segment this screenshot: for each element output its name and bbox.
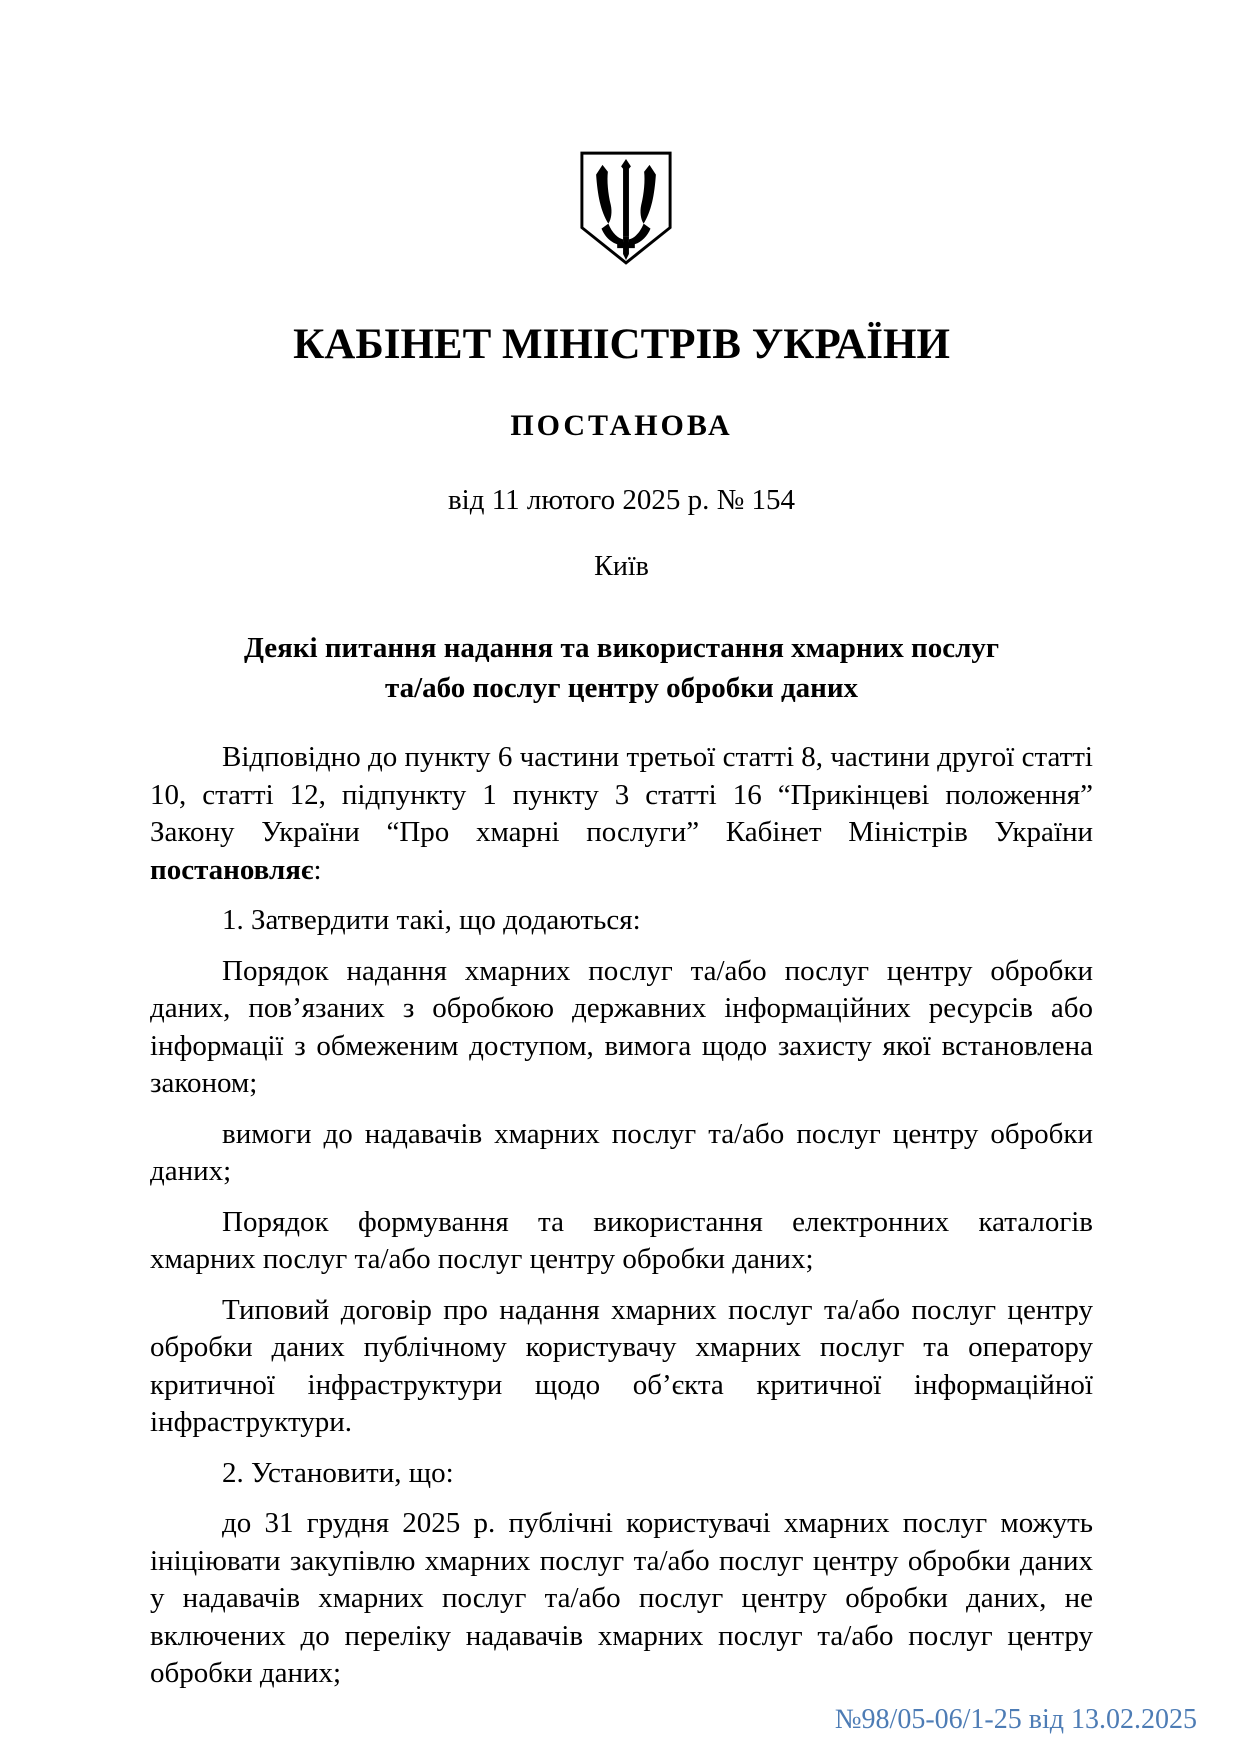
paragraph-run: до 31 грудня 2025 р. публічні користувачі хмарних послуг можуть ініціювати закупівлю хмарних послуг та/або послуг центру обробки даних у надавачів хмарних послуг та/або послуг центру обробки даних, не включених до переліку надавачів хмарних послуг та/або послуг центру обробки даних; [150,1507,1093,1689]
paragraph-3 [150,953,1093,1103]
city-label: Київ [594,551,649,582]
document-body [150,739,1093,1693]
coat-of-arms-ukraine-icon [577,150,675,266]
registration-stamp: №98/05-06/1-25 від 13.02.2025 [834,1704,1197,1735]
paragraph-4 [150,1116,1093,1191]
paragraph-6 [150,1292,1093,1442]
paragraph-run-bold: постановляє [150,853,314,886]
paragraph-1 [150,739,1093,889]
subject-line: та/або послуг центру обробки даних [384,672,859,704]
document-type-label: ПОСТАНОВА [510,409,733,442]
paragraph-5 [150,1204,1093,1279]
paragraph-run: : [313,853,322,886]
issuer-title: КАБІНЕТ МІНІСТРІВ УКРАЇНИ [293,321,950,368]
subject-line: Деякі питання надання та використання хмарних послуг [243,632,1000,664]
paragraph-run: Порядок формування та використання електронних каталогів хмарних послуг та/або послуг центру обробки даних; [150,1205,1093,1275]
paragraph-7 [150,1455,1093,1493]
subject-title [150,628,1093,708]
paragraph-2 [150,902,1093,940]
paragraph-run: Типовий договір про надання хмарних послуг та/або послуг центру обробки даних публічному користувачу хмарних послуг та оператору критичної інфраструктури щодо об’єкта критичної інформаційної інфраструктури. [150,1293,1093,1438]
paragraph-run: вимоги до надавачів хмарних послуг та/або послуг центру обробки даних; [150,1117,1093,1187]
paragraph-run: 2. Установити, що: [222,1456,454,1489]
paragraph-run: Відповідно до пункту 6 частини третьої статті 8, частини другої статті 10, статті 12, підпункту 1 пункту 3 статті 16 “Прикінцеві положення” Закону України “Про хмарні послуги” Кабінет Міністрів України [150,741,1093,848]
paragraph-run: Порядок надання хмарних послуг та/або послуг центру обробки даних, пов’язаних з обробкою державних інформаційних ресурсів або інформації з обмеженим доступом, вимога щодо захисту якої встановлена законом; [150,954,1093,1099]
paragraph-run: 1. Затвердити такі, що додаються: [222,904,641,936]
date-number-line: від 11 лютого 2025 р. № 154 [447,484,796,516]
paragraph-8 [150,1505,1093,1693]
